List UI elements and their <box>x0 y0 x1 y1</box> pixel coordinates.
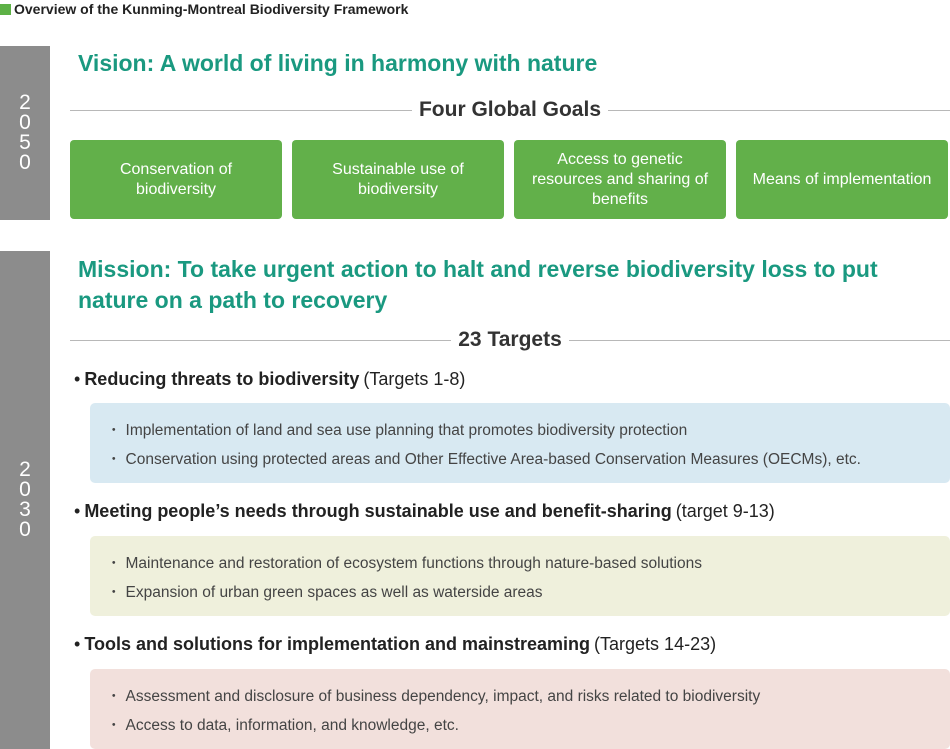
category-box-needs <box>90 536 950 616</box>
category-title: Reducing threats to biodiversity <box>84 369 360 389</box>
list-item-text: Conservation using protected areas and Other Effective Area-based Conservation Measures (OECMs), etc. <box>125 451 861 468</box>
goal-box-conservation: Conservation of biodiversity <box>70 140 282 219</box>
category-box-tools <box>90 669 950 749</box>
goals-divider <box>70 98 950 122</box>
list-item <box>106 578 950 607</box>
list-item-text: Assessment and disclosure of business dependency, impact, and risks related to biodiversity <box>125 688 761 705</box>
page-header <box>0 0 408 18</box>
mission-statement: Mission: To take urgent action to halt and reverse biodiversity loss to put nature on a path to recovery <box>78 256 878 313</box>
year-label-2030 <box>0 251 50 749</box>
category-title: Tools and solutions for implementation and mainstreaming <box>84 634 591 654</box>
year-digit: 0 <box>19 478 31 501</box>
bullet: ・ <box>106 451 122 468</box>
year-digit: 0 <box>19 518 31 541</box>
list-item-text: Expansion of urban green spaces as well as waterside areas <box>125 584 543 601</box>
year-digit: 2 <box>19 458 31 481</box>
divider-line <box>70 340 451 341</box>
bullet: ・ <box>106 688 122 705</box>
goals-heading: Four Global Goals <box>418 98 602 121</box>
bullet: ・ <box>106 555 122 572</box>
divider-line <box>608 110 950 111</box>
bullet: ・ <box>106 584 122 601</box>
goal-box-sustainable-use: Sustainable use of biodiversity <box>292 140 504 219</box>
targets-divider <box>70 328 950 352</box>
targets-heading: 23 Targets <box>458 328 562 351</box>
list-item <box>106 445 950 474</box>
list-item <box>106 549 950 578</box>
year-digit: 2 <box>19 91 31 114</box>
year-digit: 3 <box>19 498 31 521</box>
list-item-text: Implementation of land and sea use planning that promotes biodiversity protection <box>125 422 688 439</box>
year-digit: 0 <box>19 151 31 174</box>
year-digit: 5 <box>19 131 31 154</box>
year-digit: 0 <box>19 111 31 134</box>
list-item-text: Maintenance and restoration of ecosystem functions through nature-based solutions <box>125 555 702 572</box>
category-heading-needs <box>74 501 775 522</box>
year-label-2050 <box>0 46 50 220</box>
category-heading-tools <box>74 634 716 655</box>
bullet: • <box>74 369 81 389</box>
bullet: ・ <box>106 422 122 439</box>
page-title: Overview of the Kunming-Montreal Biodiversity Framework <box>14 1 409 17</box>
category-heading-threats <box>74 369 465 390</box>
list-item <box>106 416 950 445</box>
list-item <box>106 711 950 740</box>
bullet: ・ <box>106 717 122 734</box>
category-range: (Targets 14-23) <box>594 634 717 654</box>
category-range: (target 9-13) <box>675 501 775 521</box>
goals-row <box>70 140 948 219</box>
vision-statement: Vision: A world of living in harmony with nature <box>78 50 598 76</box>
divider-line <box>70 110 412 111</box>
bullet: • <box>74 634 81 654</box>
bullet: • <box>74 501 81 521</box>
goal-box-access-sharing: Access to genetic resources and sharing of benefits <box>514 140 726 219</box>
goal-box-means: Means of implementation <box>736 140 948 219</box>
category-range: (Targets 1-8) <box>363 369 466 389</box>
list-item-text: Access to data, information, and knowledge, etc. <box>125 717 459 734</box>
divider-line <box>569 340 950 341</box>
category-title: Meeting people’s needs through sustainable use and benefit-sharing <box>84 501 672 521</box>
green-square-icon <box>0 4 11 15</box>
category-box-threats <box>90 403 950 483</box>
list-item <box>106 682 950 711</box>
